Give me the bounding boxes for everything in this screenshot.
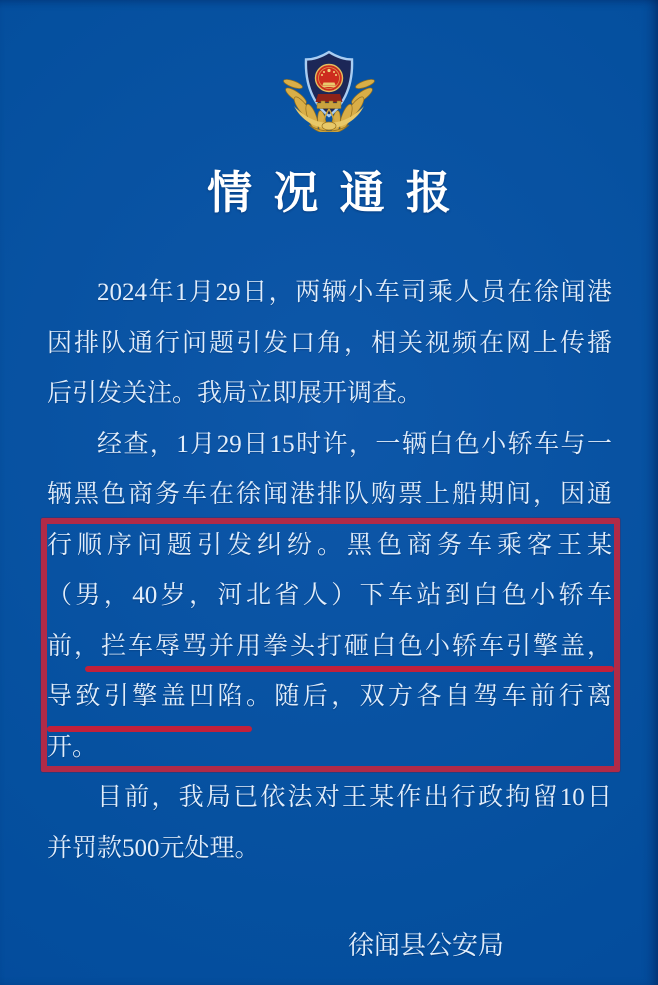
body-line-1: 2024年1月29日，两辆小车司乘人员在徐闻港 [97, 279, 612, 306]
notice-title: 情 况 通 报 [207, 168, 456, 218]
red-highlight-box [41, 518, 620, 772]
police-badge-svg [281, 44, 377, 132]
body-line-11: 目前，我局已依法对王某作出行政拘留10日 [97, 784, 612, 811]
police-badge-icon [281, 44, 377, 132]
body-line-12: 并罚款500元处理。 [47, 834, 260, 862]
body-line-3: 后引发关注。我局立即展开调查。 [47, 380, 423, 407]
red-underline-1 [85, 666, 614, 672]
body-line-5: 辆黑色商务车在徐闻港排队购票上船期间，因通 [47, 481, 612, 508]
red-underline-2 [47, 726, 252, 732]
signature-authority: 徐闻县公安局 [348, 931, 505, 960]
body-line-2: 因排队通行问题引发口角，相关视频在网上传播 [47, 329, 612, 357]
body-line-4: 经查，1月29日15时许，一辆白色小轿车与一 [97, 430, 612, 458]
body-line-7: （男，40岁，河北省人）下车站到白色小轿车 [47, 582, 612, 609]
body-line-8: 前，拦车辱骂并用拳头打砸白色小轿车引擎盖， [47, 632, 612, 660]
body-line-9: 导致引擎盖凹陷。随后，双方各自驾车前行离 [47, 683, 612, 710]
body-line-6: 行顺序问题引发纠纷。黑色商务车乘客王某 [47, 531, 612, 559]
body-line-10: 开。 [47, 733, 98, 761]
